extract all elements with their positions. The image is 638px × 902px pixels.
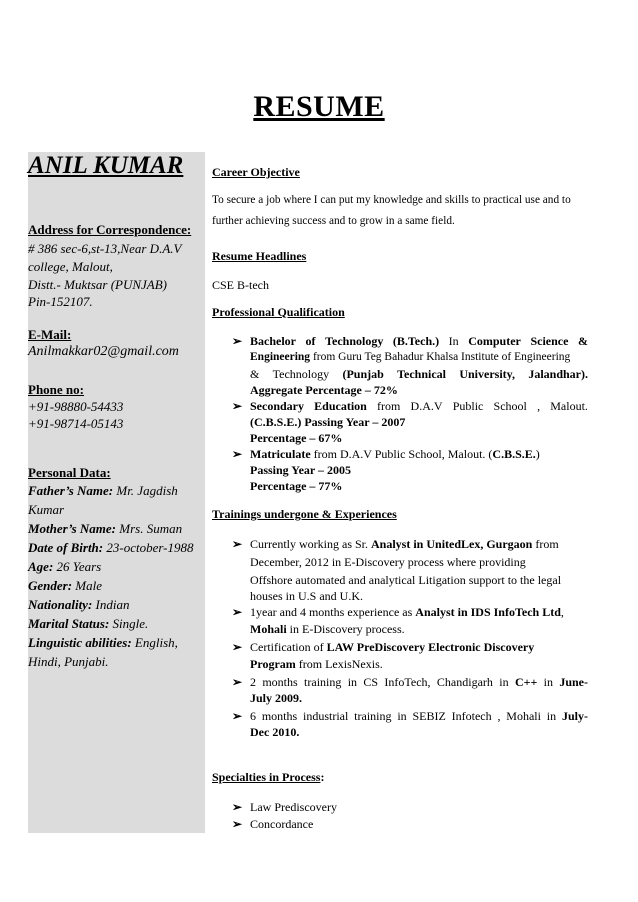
qualification-line: Bachelor of Technology (B.Tech.) In Computer Science & [250,334,588,348]
phone-heading: Phone no: [28,382,84,397]
qualification-line: (C.B.S.E.) Passing Year – 2007 [250,415,406,429]
qualification-line: Aggregate Percentage – 72% [250,383,398,397]
trainings-heading: Trainings undergone & Experiences [212,507,397,521]
career-objective-heading: Career Objective [212,165,300,179]
bullet-arrow-icon: ➢ [232,537,243,551]
training-line: Mohali in E-Discovery process. [250,622,405,636]
personal-row [28,616,148,632]
email-address: Anilmakkar02@gmail.com [28,344,179,359]
resume-title: RESUME [253,90,385,123]
qualification-line: Matriculate from D.A.V Public School, Malout. (C.B.S.E.) [250,447,540,461]
bullet-arrow-icon: ➢ [232,817,243,831]
personal-row [28,502,64,518]
bullet-arrow-icon: ➢ [232,640,243,654]
address-line: Pin-152107. [28,294,93,309]
personal-row [28,635,178,651]
bullet-arrow-icon: ➢ [232,605,243,619]
resume-headline-text: CSE B-tech [212,278,269,292]
bullet-arrow-icon: ➢ [232,334,243,348]
personal-row [28,540,193,556]
address-line: # 386 sec-6,st-13,Near D.A.V [28,241,182,256]
bullet-arrow-icon: ➢ [232,399,243,413]
training-line: December, 2012 in E-Discovery process where providing [250,555,526,569]
training-line: July 2009. [250,691,303,705]
personal-value: Indian [92,597,130,612]
personal-value: 26 Years [53,559,102,574]
personal-value: English, [131,635,178,650]
qualification-heading: Professional Qualification [212,305,345,319]
personal-row [28,521,182,537]
personal-value: Kumar [28,502,65,517]
personal-value: Single. [109,616,149,631]
qualification-line: Passing Year – 2005 [250,463,352,477]
personal-row [28,483,178,499]
personal-row [28,654,109,670]
training-line: 6 months industrial training in SEBIZ Infotech , Mohali in July- [250,709,588,723]
specialties-heading-row: Specialties in Process: [212,770,325,784]
training-line: 1year and 4 months experience as Analyst in IDS InfoTech Ltd, [250,605,564,619]
qualification-line: Percentage – 77% [250,479,343,493]
personal-row [28,597,129,613]
personal-value: Hindi, Punjabi. [28,654,109,669]
specialties-heading: Specialties in Process [212,770,321,784]
training-line: Program from LexisNexis. [250,657,383,671]
personal-row [28,559,101,575]
address-line: Distt.- Muktsar (PUNJAB) [28,277,168,292]
address-line: college, Malout, [28,259,113,274]
address-heading: Address for Correspondence: [28,222,192,237]
personal-heading: Personal Data: [28,465,111,480]
career-objective-text: further achieving success and to grow in a same field. [212,215,455,227]
personal-row [28,578,102,594]
specialty-item: Concordance [250,817,314,831]
training-line: Currently working as Sr. Analyst in UnitedLex, Gurgaon from [250,537,559,551]
personal-label: Gender: [28,578,73,593]
personal-label: Linguistic abilities: [28,635,132,650]
career-objective-text: To secure a job where I can put my knowledge and skills to practical use and to [212,194,571,206]
personal-label: Date of Birth: [28,540,104,555]
personal-label: Father’s Name: [28,483,114,498]
personal-label: Age: [28,559,54,574]
personal-label: Marital Status: [28,616,110,631]
qualification-line: Engineering from Guru Teg Bahadur Khalsa Institute of Engineering [250,351,571,363]
qualification-line: Percentage – 67% [250,431,343,445]
personal-value: Male [72,578,103,593]
bullet-arrow-icon: ➢ [232,447,243,461]
specialty-item: Law Prediscovery [250,800,337,814]
training-line: Offshore automated and analytical Litigation support to the legal [250,573,562,587]
resume-headlines-heading: Resume Headlines [212,249,307,263]
bullet-arrow-icon: ➢ [232,709,243,723]
qualification-line: Secondary Education from D.A.V Public School , Malout. [250,399,588,413]
email-heading: E-Mail: [28,327,72,342]
personal-value: Mrs. Suman [116,521,183,536]
phone-number: +91-98714-05143 [28,416,124,431]
training-line: Dec 2010. [250,725,300,739]
bullet-arrow-icon: ➢ [232,800,243,814]
training-line: 2 months training in CS InfoTech, Chandigarh in C++ in June- [250,675,588,689]
phone-number: +91-98880-54433 [28,399,124,414]
personal-label: Mother’s Name: [28,521,116,536]
qualification-line: & Technology (Punjab Technical University, Jalandhar). [250,367,588,381]
personal-value: Mr. Jagdish [113,483,178,498]
personal-label: Nationality: [28,597,93,612]
bullet-arrow-icon: ➢ [232,675,243,689]
candidate-name: ANIL KUMAR [28,152,184,179]
training-line: Certification of LAW PreDiscovery Electronic Discovery [250,640,535,654]
training-line: houses in U.S and U.K. [250,589,363,603]
personal-value: 23-october-1988 [103,540,194,555]
